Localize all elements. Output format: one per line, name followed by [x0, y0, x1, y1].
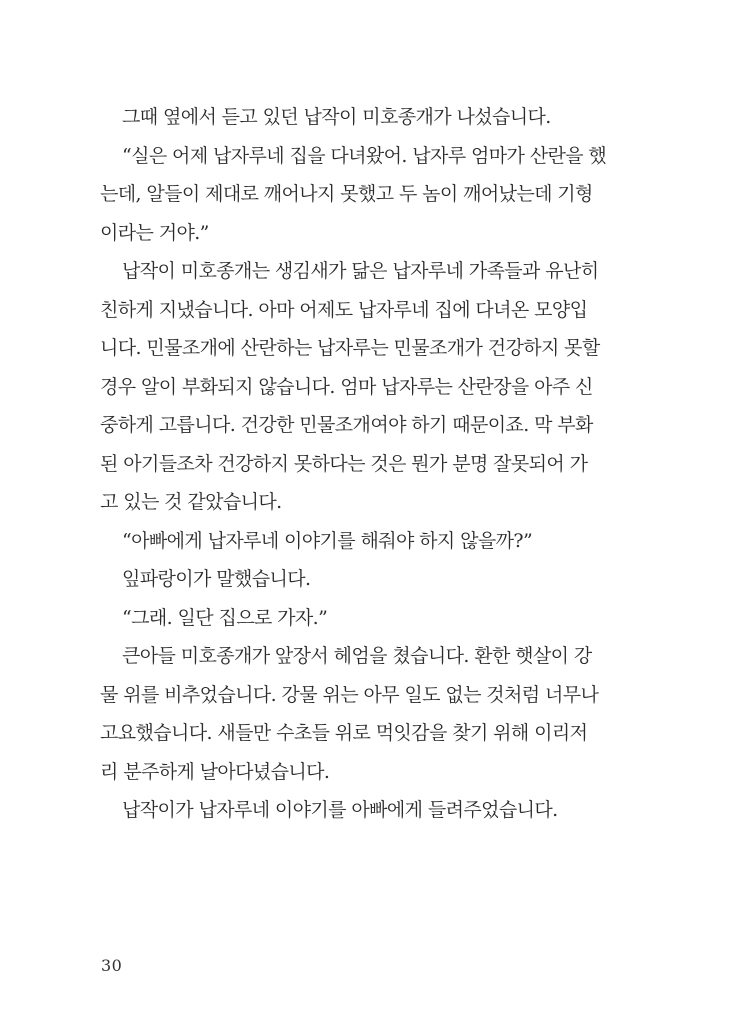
page-number: 30	[101, 956, 123, 975]
paragraph-3: 납작이 미호종개는 생김새가 닮은 납자루네 가족들과 유난히 친하게 지냈습니다. 아마 어제도 납자루네 집에 다녀온 모양입 니다. 민물조개에 산란하는 납자루는 민물조개가 건강하지 못할 경우 알이 부화되지 않습니다. 엄마 납자루는 산란장을 아주 신 중하게 고릅니다. 건강한 민물조개여야 하기 때문이죠. 막 부화 된 아기들조차 건강하지 못하다는 것은 뭔가 분명 잘못되어 가 고 있는 것 같았습니다.	[100, 260, 600, 513]
page-body	[100, 98, 660, 830]
paragraph-4: “아빠에게 납자루네 이야기를 해줘야 하지 않을까?”	[122, 529, 533, 552]
paragraph-7: 큰아들 미호종개가 앞장서 헤엄을 쳤습니다. 환한 햇살이 강 물 위를 비추었습니다. 강물 위는 아무 일도 없는 것처럼 너무나 고요했습니다. 새들만 수초들 위로 먹잇감을 찾기 위해 이리저 리 분주하게 날아다녔습니다.	[100, 645, 599, 783]
paragraph-8: 납작이가 납자루네 이야기를 아빠에게 들려주었습니다.	[122, 799, 558, 821]
paragraph-5: 잎파랑이가 말했습니다.	[122, 568, 311, 590]
paragraph-1: 그때 옆에서 듣고 있던 납작이 미호종개가 나섰습니다.	[122, 106, 551, 128]
paragraph-2: “실은 어제 납자루네 집을 다녀왔어. 납자루 엄마가 산란을 했 는데, 알들이 제대로 깨어나지 못했고 두 놈이 깨어났는데 기형 이라는 거야.”	[100, 144, 607, 244]
paragraph-6: “그래. 일단 집으로 가자.”	[122, 606, 328, 629]
